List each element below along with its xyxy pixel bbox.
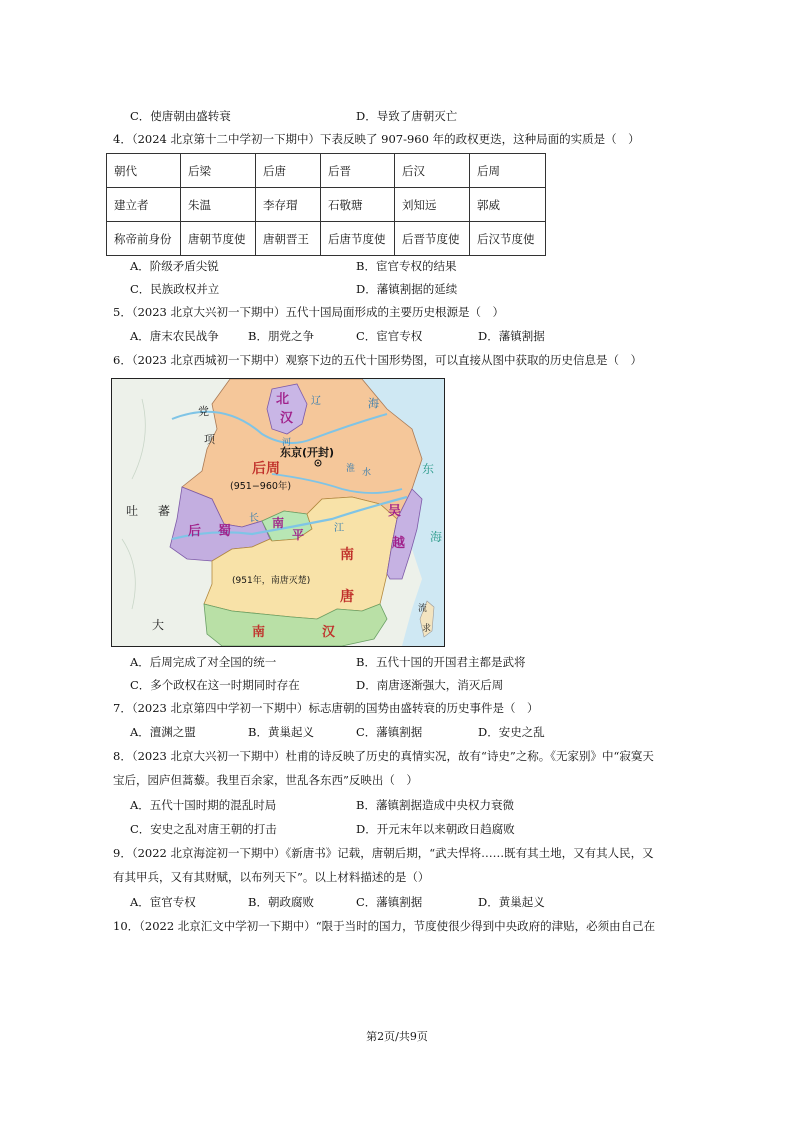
q7-option-a: A．澶渊之盟 [130,725,196,739]
table-cell: 称帝前身份 [107,222,181,256]
q3-option-d: D．导致了唐朝灭亡 [356,109,458,123]
table-cell: 石敬瑭 [321,188,395,222]
q9-option-c: C．藩镇割据 [356,895,423,909]
five-dynasties-map [111,378,445,647]
page-number: 第2页/共9页 [366,1030,428,1043]
table-row [107,222,546,256]
q7-option-b: B．黄巢起义 [248,725,314,739]
q5-stem: 5．（2023 北京大兴初一下期中）五代十国局面形成的主要历史根源是（ ） [113,305,504,319]
label-chang: 长 [249,513,259,524]
label-dong: 东 [422,462,435,476]
label-dongjing: 东京(开封) [280,446,335,459]
dynasty-table [106,153,546,256]
q7-stem: 7．（2023 北京第四中学初一下期中）标志唐朝的国势由盛转衰的历史事件是（ ） [113,701,539,715]
label-he: 河 [282,438,292,448]
label-wuyue-1: 吴 [388,504,402,519]
capital-dot-icon [317,462,319,464]
label-jiang: 江 [334,523,344,534]
q9-stem-line2: 有其甲兵，又有其财赋，以布列天下”。以上材料描述的是（） [113,870,430,884]
q8-stem-line1: 8．（2023 北京大兴初一下期中）杜甫的诗反映了历史的真情实况，故有“诗史”之称。《无家别》中“寂寞天 [113,749,654,763]
label-tubo-1: 吐 [126,504,139,518]
table-cell: 后梁 [181,154,256,188]
label-nantang-1: 南 [340,547,354,563]
label-hai: 海 [368,397,379,410]
table-cell: 后汉节度使 [470,222,546,256]
table-cell: 刘知远 [395,188,470,222]
q6-option-a: A．后周完成了对全国的统一 [130,655,277,669]
table-cell: 朱温 [181,188,256,222]
q8-option-b: B．藩镇割据造成中央权力衰微 [356,798,514,812]
q10-stem: 10．（2022 北京汇文中学初一下期中）“限于当时的国力，节度使很少得到中央政府的津贴，必须由自己在 [113,919,656,933]
table-cell: 后晋节度使 [395,222,470,256]
q9-option-b: B．朝政腐败 [248,895,314,909]
label-houshu-2: 蜀 [218,524,232,539]
q4-option-c: C．民族政权并立 [130,282,220,296]
table-cell: 后唐 [256,154,321,188]
label-nantang-2: 唐 [340,589,354,605]
q7-option-d: D．安史之乱 [478,725,545,739]
q8-option-a: A．五代十国时期的混乱时局 [130,798,277,812]
label-hai-2: 海 [430,530,443,544]
label-nanhan-2: 汉 [322,625,336,640]
q8-option-c: C．安史之乱对唐王朝的打击 [130,822,277,836]
q6-option-c: C．多个政权在这一时期同时存在 [130,678,300,692]
table-cell: 建立者 [107,188,181,222]
label-beihan-1: 北 [276,392,290,407]
table-cell: 李存瑁 [256,188,321,222]
table-row [107,188,546,222]
label-beihan-2: 汉 [280,411,294,426]
label-liu: 流 [418,604,428,614]
q6-option-b: B．五代十国的开国君主都是武将 [356,655,526,669]
q8-stem-line2: 宝后，园庐但蒿藜。我里百余家，世乱各东西”反映出（ ） [113,773,418,787]
label-shui: 水 [362,468,372,478]
label-wuyue-2: 越 [392,536,406,551]
label-dangxiang-1: 党 [198,405,209,418]
q4-option-a: A．阶级矛盾尖锐 [130,259,219,273]
label-da: 大 [152,618,165,632]
label-tubo-2: 蕃 [158,504,171,518]
q6-stem: 6．（2023 北京西城初一下期中）观察下边的五代十国形势图，可以直接从图中获取的历史信息是（ ） [113,353,642,367]
label-nanhan-1: 南 [252,625,266,640]
q4-stem: 4．（2024 北京第十二中学初一下期中）下表反映了 907-960 年的政权更迭，这种局面的实质是（ ） [113,132,640,146]
table-cell: 郭威 [470,188,546,222]
table-cell: 后唐节度使 [321,222,395,256]
label-houshu-1: 后 [188,524,202,539]
q9-option-d: D．黄巢起义 [478,895,545,909]
q5-option-c: C．宦官专权 [356,329,423,343]
q9-option-a: A．宦官专权 [130,895,196,909]
label-nanping-1: 南 [272,516,285,530]
table-cell: 朝代 [107,154,181,188]
q4-option-d: D．藩镇割据的延续 [356,282,458,296]
q8-option-d: D．开元末年以来朝政日趋腐败 [356,822,515,836]
label-dangxiang-2: 项 [204,433,215,446]
table-cell: 后周 [470,154,546,188]
q5-option-b: B．朋党之争 [248,329,314,343]
q5-option-a: A．唐末农民战争 [130,329,219,343]
label-houzhou: 后周 [252,461,280,477]
label-huai: 淮 [346,464,356,474]
q5-option-d: D．藩镇割据 [478,329,545,343]
q9-stem-line1: 9．（2022 北京海淀初一下期中）《新唐书》记载，唐朝后期，“武夫悍将……既有其土地，又有其人民，又 [113,846,654,860]
label-nanping-2: 平 [292,528,305,542]
table-cell: 唐朝节度使 [181,222,256,256]
table-cell: 后晋 [321,154,395,188]
q6-option-d: D．南唐逐渐强大，消灭后周 [356,678,504,692]
label-qiu: 求 [422,624,432,634]
label-houzhou-years: (951−960年) [230,481,292,492]
label-liao: 辽 [311,396,321,407]
q7-option-c: C．藩镇割据 [356,725,423,739]
label-chu-note: (951年，南唐灭楚) [232,576,311,586]
q4-option-b: B．宦官专权的结果 [356,259,457,273]
table-cell: 唐朝晋王 [256,222,321,256]
table-cell: 后汉 [395,154,470,188]
q3-option-c: C．使唐朝由盛转衰 [130,109,231,123]
table-row [107,154,546,188]
